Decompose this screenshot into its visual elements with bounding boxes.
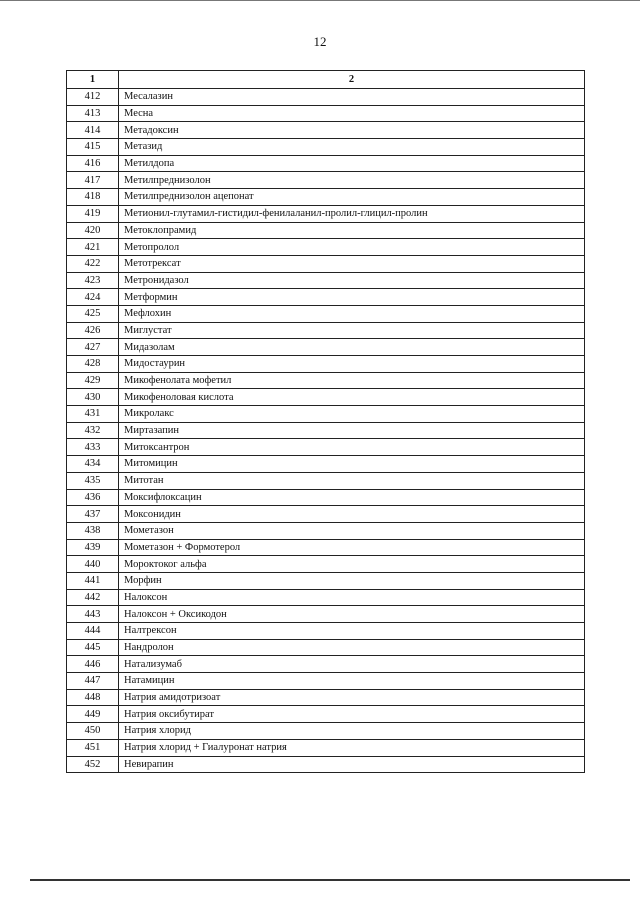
table-row [67, 155, 585, 172]
table-row [67, 305, 585, 322]
table-row [67, 673, 585, 690]
table-row [67, 656, 585, 673]
header-row [67, 71, 585, 89]
table-row [67, 239, 585, 256]
drug-name: Микофенолата мофетил [119, 372, 585, 389]
row-number: 452 [67, 756, 119, 773]
row-number: 440 [67, 556, 119, 573]
row-number: 444 [67, 623, 119, 640]
drug-name: Невирапин [119, 756, 585, 773]
drug-name: Моксонидин [119, 506, 585, 523]
drug-name: Метотрексат [119, 255, 585, 272]
table-row [67, 572, 585, 589]
drug-table [66, 70, 585, 773]
drug-name: Натрия оксибутират [119, 706, 585, 723]
table-row [67, 439, 585, 456]
row-number: 424 [67, 289, 119, 306]
row-number: 420 [67, 222, 119, 239]
row-number: 423 [67, 272, 119, 289]
drug-name: Митоксантрон [119, 439, 585, 456]
row-number: 432 [67, 422, 119, 439]
row-number: 417 [67, 172, 119, 189]
table-row [67, 756, 585, 773]
drug-name: Метилдопа [119, 155, 585, 172]
table-row [67, 556, 585, 573]
row-number: 449 [67, 706, 119, 723]
table-row [67, 105, 585, 122]
table-row [67, 205, 585, 222]
drug-name: Микролакс [119, 406, 585, 423]
table-row [67, 472, 585, 489]
table-row [67, 139, 585, 156]
drug-name: Налтрексон [119, 623, 585, 640]
table-row [67, 522, 585, 539]
row-number: 445 [67, 639, 119, 656]
row-number: 447 [67, 673, 119, 690]
table-row [67, 456, 585, 473]
row-number: 415 [67, 139, 119, 156]
row-number: 431 [67, 406, 119, 423]
row-number: 430 [67, 389, 119, 406]
row-number: 433 [67, 439, 119, 456]
row-number: 448 [67, 689, 119, 706]
drug-name: Натамицин [119, 673, 585, 690]
row-number: 426 [67, 322, 119, 339]
table-row [67, 606, 585, 623]
row-number: 437 [67, 506, 119, 523]
drug-name: Натрия амидотризоат [119, 689, 585, 706]
table-row [67, 356, 585, 373]
table-row [67, 372, 585, 389]
row-number: 416 [67, 155, 119, 172]
row-number: 429 [67, 372, 119, 389]
drug-name: Мометазон [119, 522, 585, 539]
drug-name: Моксифлоксацин [119, 489, 585, 506]
table-row [67, 422, 585, 439]
drug-name: Месна [119, 105, 585, 122]
page-number: 12 [313, 34, 327, 49]
row-number: 435 [67, 472, 119, 489]
table-row [67, 689, 585, 706]
table-row [67, 589, 585, 606]
drug-name: Метопролол [119, 239, 585, 256]
drug-name: Метионил-глутамил-гистидил-фенилаланил-пролил-глицил-пролин [119, 205, 585, 222]
row-number: 436 [67, 489, 119, 506]
row-number: 425 [67, 305, 119, 322]
drug-name: Метилпреднизолон [119, 172, 585, 189]
drug-name: Налоксон [119, 589, 585, 606]
row-number: 427 [67, 339, 119, 356]
drug-name: Митотан [119, 472, 585, 489]
table-row [67, 506, 585, 523]
table-row [67, 489, 585, 506]
drug-name: Метформин [119, 289, 585, 306]
table-row [67, 189, 585, 206]
drug-name: Метилпреднизолон ацепонат [119, 189, 585, 206]
table-row [67, 272, 585, 289]
row-number: 439 [67, 539, 119, 556]
drug-name: Митомицин [119, 456, 585, 473]
table-row [67, 406, 585, 423]
drug-name: Натрия хлорид [119, 723, 585, 740]
row-number: 434 [67, 456, 119, 473]
table-row [67, 322, 585, 339]
table-row [67, 739, 585, 756]
table-body [67, 89, 585, 773]
table-row [67, 539, 585, 556]
drug-name: Морфин [119, 572, 585, 589]
table-row [67, 639, 585, 656]
drug-name: Метоклопрамид [119, 222, 585, 239]
drug-name: Мороктоког альфа [119, 556, 585, 573]
row-number: 419 [67, 205, 119, 222]
table-row [67, 623, 585, 640]
drug-name: Миртазапин [119, 422, 585, 439]
drug-name: Нандролон [119, 639, 585, 656]
table-row [67, 89, 585, 106]
drug-name: Метронидазол [119, 272, 585, 289]
row-number: 446 [67, 656, 119, 673]
row-number: 413 [67, 105, 119, 122]
drug-name: Мидостаурин [119, 356, 585, 373]
row-number: 438 [67, 522, 119, 539]
drug-name: Натализумаб [119, 656, 585, 673]
table-row [67, 723, 585, 740]
row-number: 421 [67, 239, 119, 256]
table-row [67, 706, 585, 723]
table-row [67, 255, 585, 272]
row-number: 412 [67, 89, 119, 106]
row-number: 443 [67, 606, 119, 623]
drug-name: Мидазолам [119, 339, 585, 356]
row-number: 450 [67, 723, 119, 740]
table-row [67, 339, 585, 356]
header-col-2: 2 [119, 71, 585, 89]
drug-name: Микофеноловая кислота [119, 389, 585, 406]
drug-name: Миглустат [119, 322, 585, 339]
drug-name: Мометазон + Формотерол [119, 539, 585, 556]
drug-name: Метазид [119, 139, 585, 156]
row-number: 441 [67, 572, 119, 589]
table-row [67, 122, 585, 139]
drug-name: Месалазин [119, 89, 585, 106]
table-row [67, 222, 585, 239]
row-number: 428 [67, 356, 119, 373]
table-row [67, 289, 585, 306]
drug-name: Налоксон + Оксикодон [119, 606, 585, 623]
drug-name: Метадоксин [119, 122, 585, 139]
top-rule [0, 0, 640, 1]
row-number: 451 [67, 739, 119, 756]
table-row [67, 172, 585, 189]
row-number: 422 [67, 255, 119, 272]
bottom-rule [30, 879, 630, 881]
table-row [67, 389, 585, 406]
row-number: 414 [67, 122, 119, 139]
row-number: 418 [67, 189, 119, 206]
row-number: 442 [67, 589, 119, 606]
drug-name: Мефлохин [119, 305, 585, 322]
drug-name: Натрия хлорид + Гиалуронат натрия [119, 739, 585, 756]
header-col-1: 1 [67, 71, 119, 89]
